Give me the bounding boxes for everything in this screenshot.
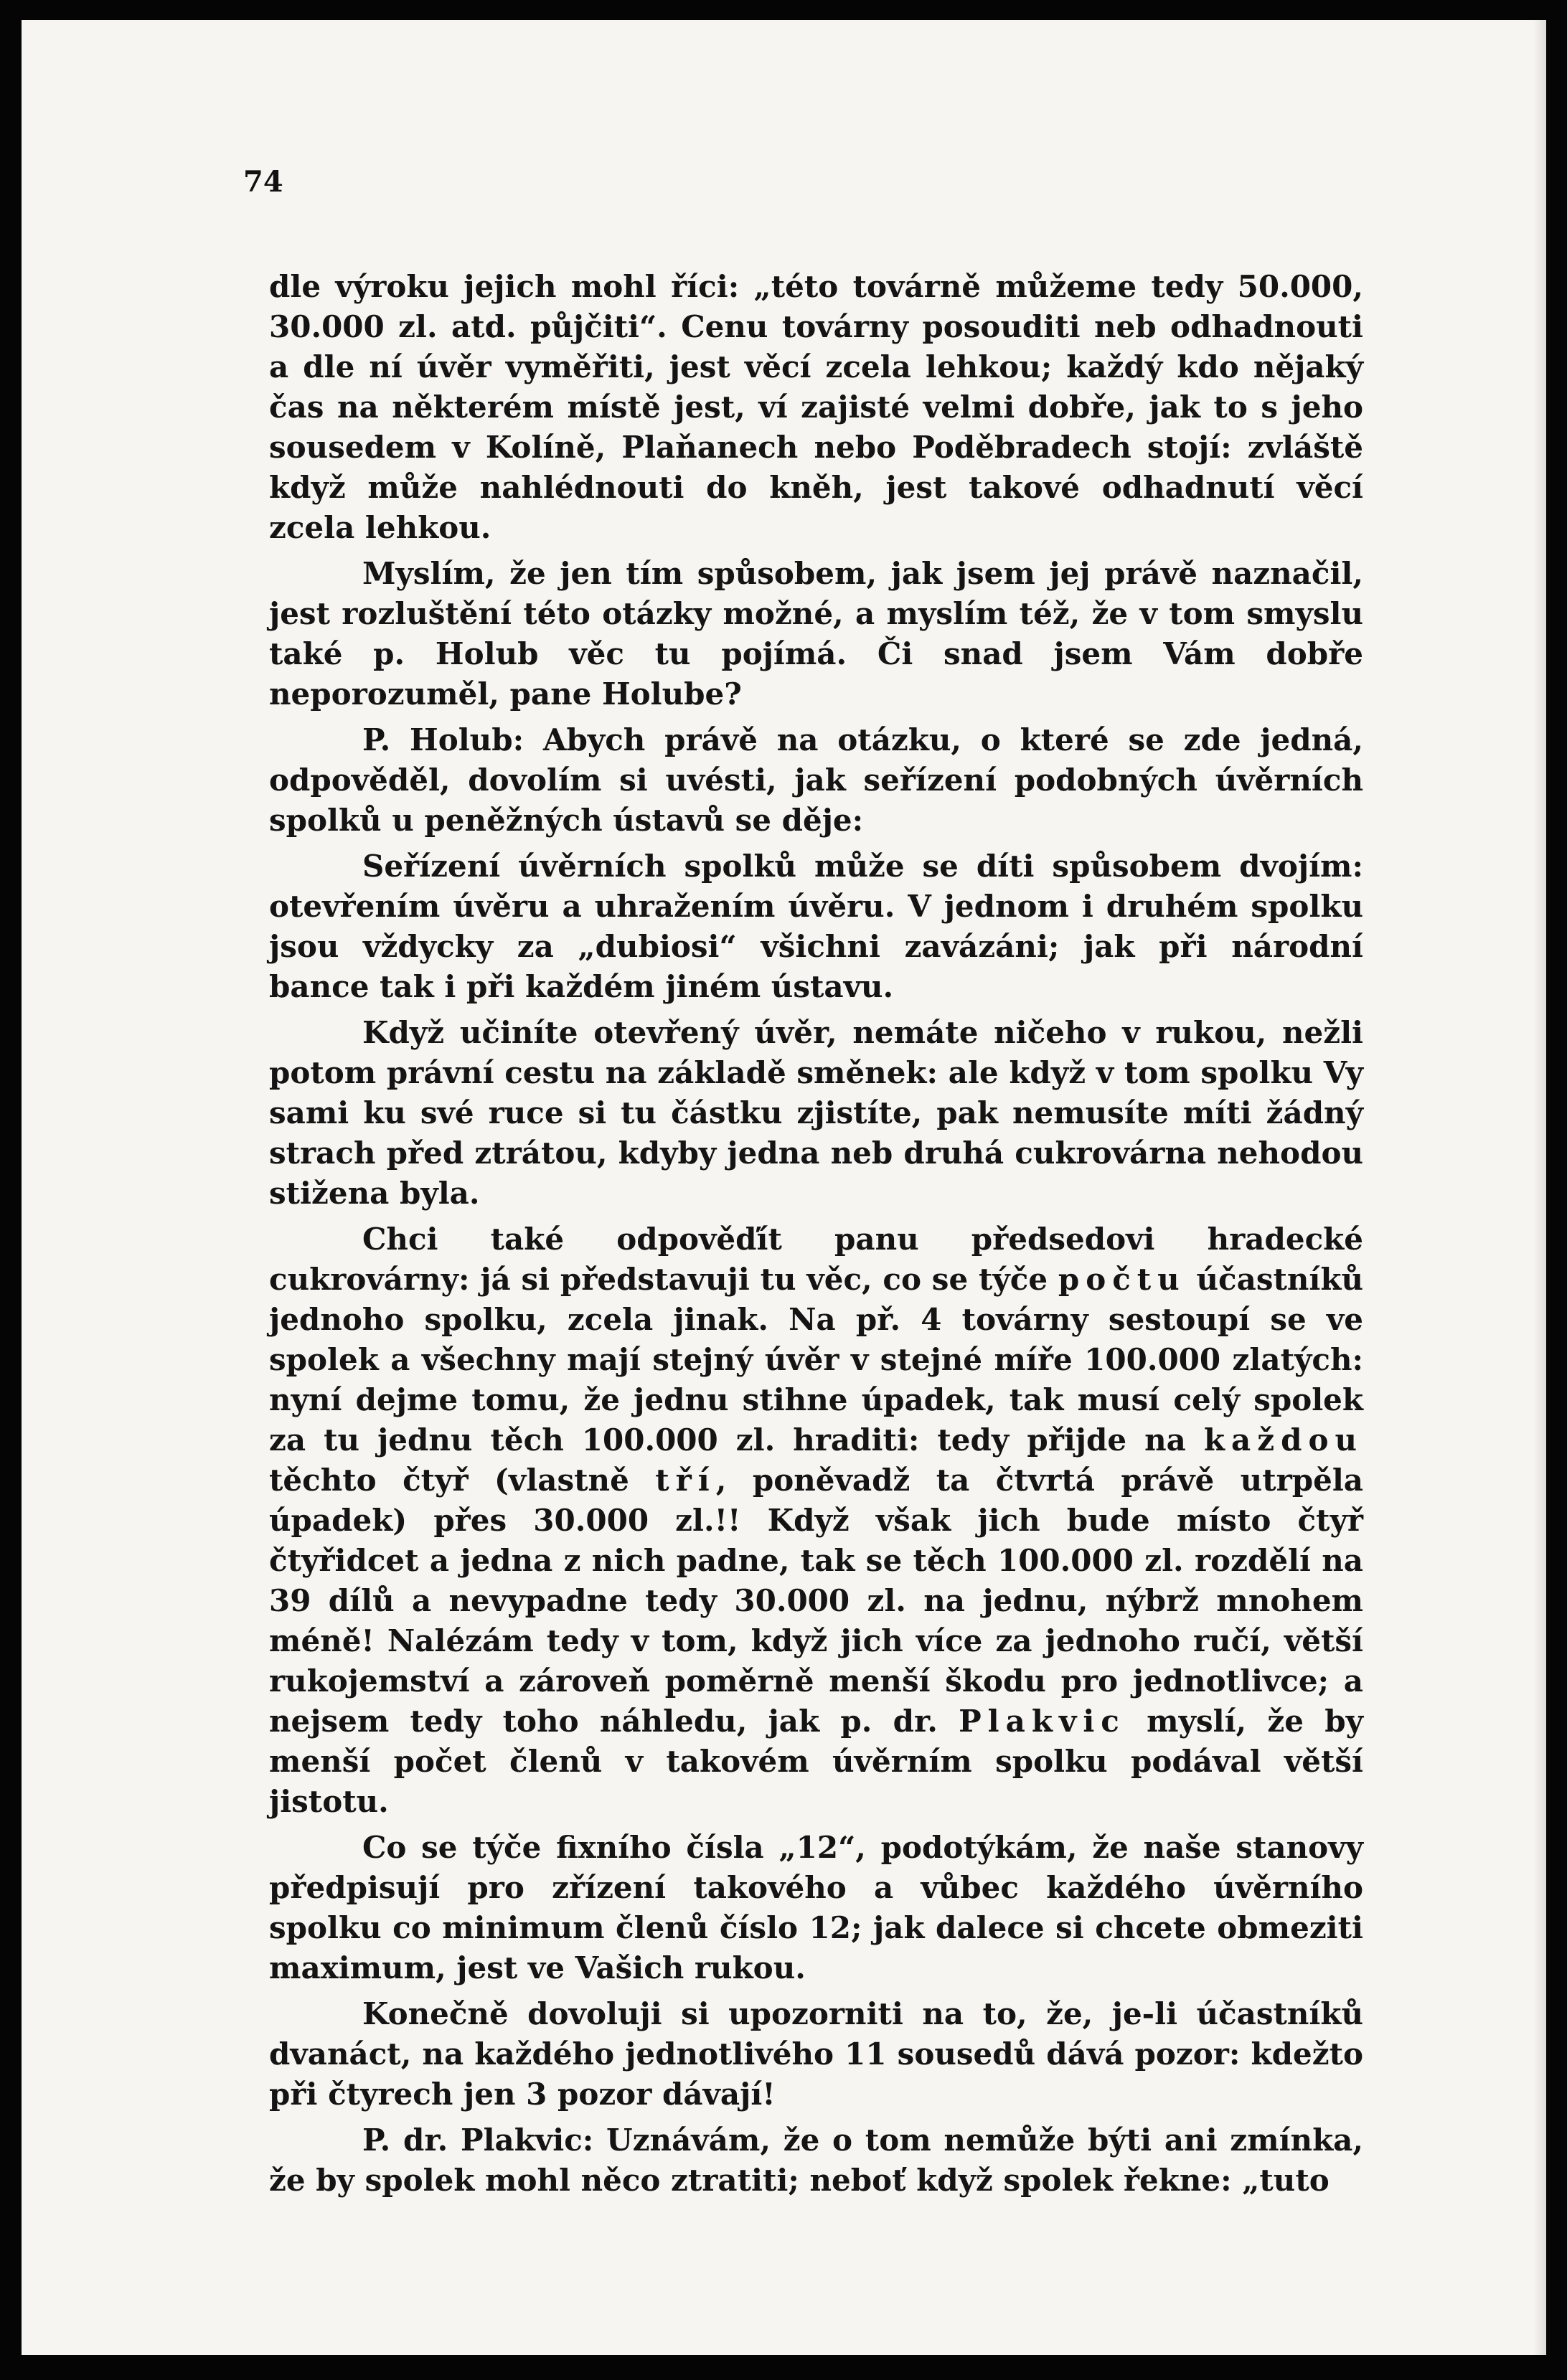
emphasis-tri: tří — [655, 1463, 716, 1498]
paragraph-continuation: dle výroku jejich mohl říci: „této továrně můžeme tedy 50.000, 30.000 zl. atd. půjčiti“. Cenu továrny posouditi neb odhadnouti a dle ní úvěr vyměřiti, jest věcí zcela lehkou; každý kdo nějaký čas na některém místě jest, ví zajisté velmi dobře, jak to s jeho sousedem v Kolíně, Plaňanech nebo Poděbradech stojí: zvláště když může nahlédnouti do kněh, jest takové odhadnutí věcí zcela lehkou. — [269, 269, 1363, 545]
page-number: 74 — [243, 165, 283, 199]
paragraph-co-se-tyce: Co se týče fixního čísla „12“, podotýkám, že naše stanovy předpisují pro zřízení takového a vůbec každého úvěrního spolku co minimum členů číslo 12; jak dalece si chcete obmeziti maximum, jest ve Vašich rukou. — [269, 1830, 1363, 1985]
chci-segment: účastníků jednoho spolku, zcela jinak. Na př. 4 továrny sestoupí se ve spolek a všechny mají stejný úvěr v stejné míře 100.000 zlatých: nyní dejme tomu, že jednu stihne úpadek, tak musí celý spolek za tu jednu těch 100.000 zl. hraditi: tedy přijde na — [269, 1262, 1363, 1458]
emphasis-plakvic: Plakvic — [959, 1704, 1126, 1739]
emphasis-poctu: počtu — [1058, 1262, 1186, 1297]
paragraph-myslim: Myslím, že jen tím spůsobem, jak jsem jej právě naznačil, jest rozluštění této otázky možné, a myslím též, že v tom smyslu také p. Holub věc tu pojímá. Či snad jsem Vám dobře neporozuměl, pane Holube? — [269, 556, 1363, 712]
page-edge-shadow — [1533, 20, 1546, 2355]
body-text — [269, 267, 1363, 2206]
speaker-plakvic: P. dr. Plakvic: — [362, 2122, 594, 2158]
chci-segment: myslí, že by menší počet členů v takovém úvěrním spolku podával větší jistotu. — [269, 1704, 1363, 1819]
paragraph-kdyz-ucinite: Když učiníte otevřený úvěr, nemáte ničeho v rukou, nežli potom právní cestu na základě směnek: ale když v tom spolku Vy sami ku své ruce si tu částku zjistíte, pak nemusíte míti žádný strach před ztrátou, kdyby jedna neb druhá cukrovárna nehodou stižena byla. — [269, 1015, 1363, 1211]
paragraph-holub-reply — [269, 720, 1363, 841]
paragraph-plakvic-reply — [269, 2120, 1363, 2201]
plakvic-reply-text: Uznávám, že o tom nemůže býti ani zmínka, že by spolek mohl něco ztratiti; neboť když spolek řekne: „tuto — [269, 2122, 1364, 2198]
paragraph-chci — [269, 1219, 1363, 1822]
speaker-holub: P. Holub: — [362, 722, 524, 757]
chci-segment: , poněvadž ta čtvrtá právě utrpěla úpadek) přes 30.000 zl.!! Když však jich bude místo čtyř čtyřidcet a jedna z nich padne, tak se těch 100.000 zl. rozdělí na 39 dílů a nevypadne tedy 30.000 zl. na jednu, nýbrž mnohem méně! Nalézám tedy v tom, když jich více za jednoho ručí, větší rukojemství a zároveň poměrně menší škodu pro jednotlivce; a nejsem tedy toho náhledu, jak p. dr. — [269, 1463, 1363, 1739]
chci-segment: Chci také odpověďít panu předsedovi hradecké cukrovárny: já si představuji tu věc, co se týče — [269, 1222, 1363, 1297]
chci-segment: těchto čtyř (vlastně — [269, 1463, 656, 1498]
emphasis-kazdou: každou — [1203, 1422, 1363, 1458]
holub-reply-text: Abych právě na otázku, o které se zde jedná, odpověděl, dovolím si uvésti, jak seřízení podobných úvěrních spolků u peněžných ústavů se děje: — [269, 722, 1363, 838]
paragraph-serizeni: Seřízení úvěrních spolků může se díti spůsobem dvojím: otevřením úvěru a uhražením úvěru. V jednom i druhém spolku jsou vždycky za „dubiosi“ všichni zavázáni; jak při národní bance tak i při každém jiném ústavu. — [269, 849, 1363, 1004]
paragraph-konecne: Konečně dovoluji si upozorniti na to, že, je-li účastníků dvanáct, na každého jednotlivého 11 sousedů dává pozor: kdežto při čtyrech jen 3 pozor dávají! — [269, 1996, 1363, 2112]
